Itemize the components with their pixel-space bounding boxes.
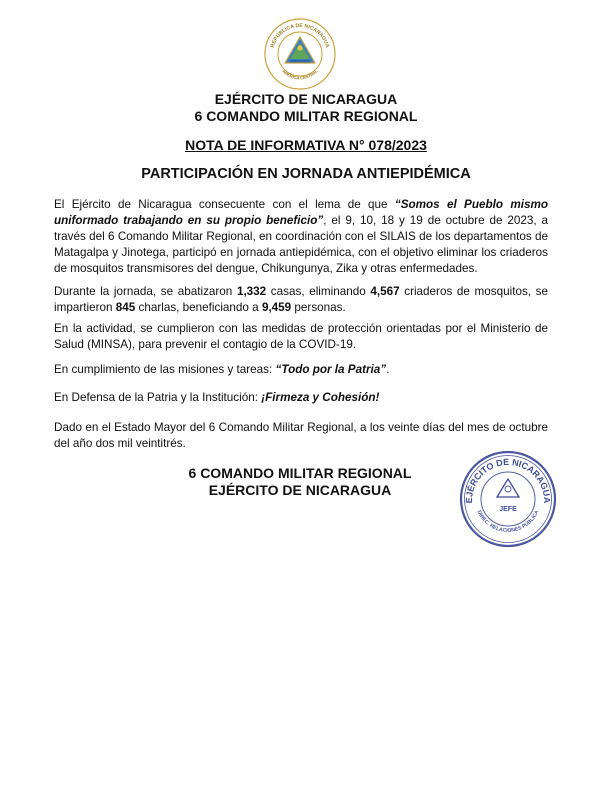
logo-ring-text: REPÚBLICA DE NICARAGUA [269, 22, 331, 49]
logo-bottom-text: AMÉRICA CENTRAL [281, 68, 319, 81]
svg-text:AMÉRICA CENTRAL [281, 68, 319, 80]
coat-of-arms-icon [263, 17, 337, 91]
paragraph-4 [54, 362, 548, 378]
paragraph-3: En la actividad, se cumplieron con las medidas de protección orientadas por el Ministerio de Salud (MINSA), para prevenir el contagio de la COVID-19. [54, 322, 548, 351]
p4-text-a: En cumplimiento de las misiones y tareas: [54, 363, 276, 376]
talks-count: 845 [115, 301, 136, 314]
unit-name: 6 COMANDO MILITAR REGIONAL [194, 108, 418, 124]
p2-text-d: charlas, beneficiando a [135, 301, 262, 314]
houses-count: 1,332 [236, 285, 267, 298]
paragraph-6: Dado en el Estado Mayor del 6 Comando Militar Regional, a los veinte días del mes de octubre del año dos mil veintitrés. [54, 421, 548, 450]
signature-unit: 6 COMANDO MILITAR REGIONAL [188, 465, 412, 481]
p4-text-b: . [386, 363, 390, 376]
p5-motto: ¡Firmeza y Cohesión! [261, 391, 380, 404]
org-name: EJÉRCITO DE NICARAGUA [214, 91, 398, 107]
paragraph-1 [54, 197, 548, 277]
paragraph-5 [54, 390, 548, 406]
p5-text-a: En Defensa de la Patria y la Institución: [54, 391, 262, 404]
paragraph-2 [54, 284, 548, 316]
p2-text-a: Durante la jornada, se abatizaron [54, 285, 237, 298]
document-title: PARTICIPACIÓN EN JORNADA ANTIEPIDÉMICA [141, 166, 471, 182]
official-stamp-icon [458, 449, 558, 549]
stamp-ring-top: EJÉRCITO DE NICARAGUA [463, 456, 553, 504]
p2-text-c: criaderos de mosquitos, se impartieron [54, 285, 549, 314]
p2-text-e: personas. [291, 301, 346, 314]
p1-text-a: El Ejército de Nicaragua consecuente con el lema de que [54, 198, 395, 211]
p1-text-b: , el 9, 10, 18 y 19 de octubre de 2023, a través del 6 Comando Militar Regional, en coordinación con el SILAIS de los departamentos de Matagalpa y Jinotega, participó en jornada antiepidémica, con el objetivo eliminar los criaderos de mosquitos transmisores del dengue, Chikungunya, Zika y otras enfermedades. [54, 214, 548, 275]
stamp-center-label: JEFE [499, 506, 517, 513]
signature-org: EJÉRCITO DE NICARAGUA [208, 482, 392, 498]
people-count: 9,459 [261, 301, 292, 314]
note-number: NOTA DE INFORMATIVA N° 078/2023 [185, 137, 427, 153]
p2-text-b: casas, eliminando [266, 285, 371, 298]
p1-motto: “Somos el Pueblo mismo uniformado trabajando en su propio beneficio” [54, 198, 548, 227]
breeding-sites-count: 4,567 [370, 285, 400, 298]
stamp-ring-bottom: DIREC. RELACIONES PÚBLICA [475, 509, 541, 534]
p4-motto: “Todo por la Patria” [275, 363, 387, 376]
